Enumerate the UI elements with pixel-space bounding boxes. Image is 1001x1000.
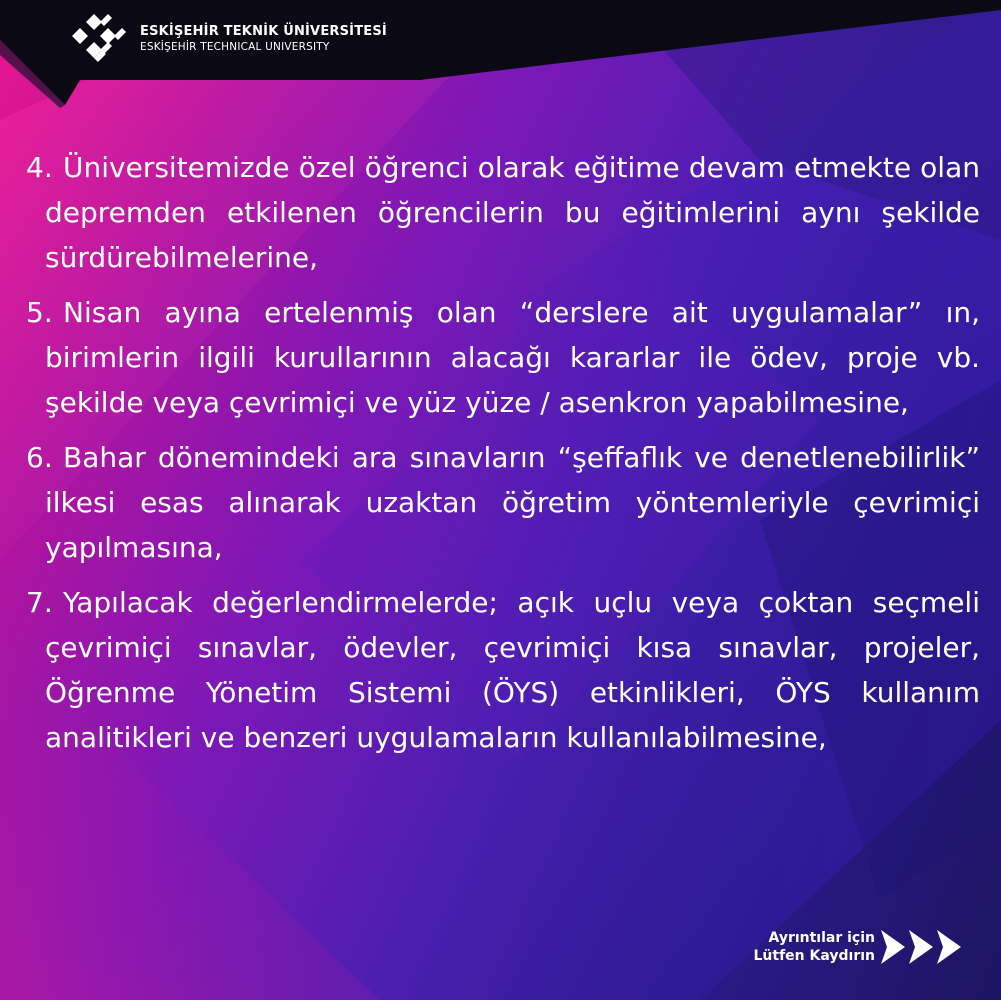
list-item	[26, 580, 980, 760]
swipe-prompt[interactable]	[754, 924, 972, 970]
university-logo-icon	[66, 8, 132, 70]
item-number: 7.	[26, 586, 53, 619]
item-number: 4.	[26, 151, 53, 184]
item-number: 6.	[26, 441, 53, 474]
swipe-prompt-text	[754, 929, 876, 965]
item-text: Üniversitemizde özel öğrenci olarak eğitime devam etmekte olan depremden etkilenen öğrencilerin bu eğitimlerini aynı şekilde sürdürebilmelerine,	[45, 151, 980, 274]
list-item	[26, 145, 980, 280]
list-item	[26, 290, 980, 425]
university-name-tr: ESKİŞEHİR TEKNİK ÜNİVERSİTESİ	[140, 24, 387, 39]
university-name	[140, 24, 387, 54]
swipe-prompt-line1: Ayrıntılar için	[768, 930, 875, 946]
swipe-prompt-line2: Lütfen Kaydırın	[753, 948, 875, 964]
item-text: Bahar dönemindeki ara sınavların “şeffaflık ve denetlenebilirlik” ilkesi esas alınarak uzaktan öğretim yöntemleriyle çevrimiçi yapılmasına,	[45, 441, 980, 564]
item-number: 5.	[26, 296, 53, 329]
forward-arrows-icon	[879, 924, 971, 970]
item-text: Yapılacak değerlendirmelerde; açık uçlu veya çoktan seçmeli çevrimiçi sınavlar, ödevler, çevrimiçi kısa sınavlar, projeler, Öğrenme Yönetim Sistemi (ÖYS) etkinlikleri, ÖYS kullanım analitikleri ve benzeri uygulamaların kullanılabilmesine,	[45, 586, 980, 754]
list-item	[26, 435, 980, 570]
announcement-list	[26, 145, 980, 770]
item-text: Nisan ayına ertelenmiş olan “derslere ait uygulamalar” ın, birimlerin ilgili kurullarının alacağı kararlar ile ödev, proje vb. şekilde veya çevrimiçi ve yüz yüze / asenkron yapabilmesine,	[45, 296, 980, 419]
university-logo[interactable]	[66, 8, 387, 70]
university-name-en: ESKİŞEHİR TECHNICAL UNIVERSITY	[140, 41, 330, 53]
